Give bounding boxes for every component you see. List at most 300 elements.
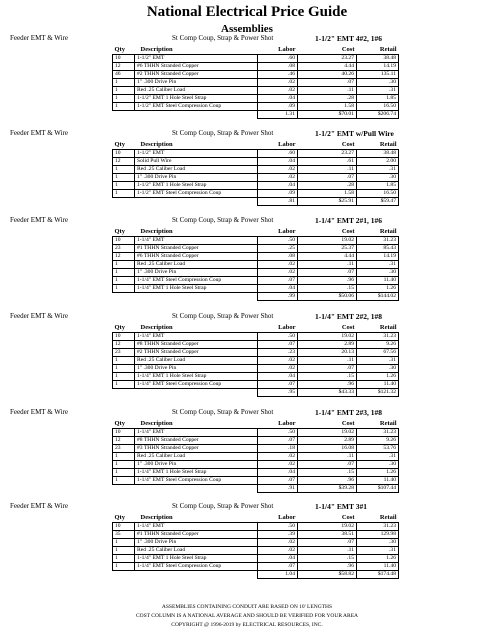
blank-cell xyxy=(135,485,258,493)
cell-qty: 12 xyxy=(113,158,135,166)
table-row xyxy=(113,237,399,245)
table-header-row xyxy=(113,419,399,429)
cell-labor: .60 xyxy=(258,150,298,158)
cell-labor: .39 xyxy=(258,531,298,539)
table-row xyxy=(113,71,399,79)
table-row xyxy=(113,381,399,389)
cell-qty: 1 xyxy=(113,477,135,485)
cell-qty: 1 xyxy=(113,539,135,547)
cell-cost: .07 xyxy=(298,79,357,87)
cell-qty: 1 xyxy=(113,365,135,373)
page-subtitle: Assemblies xyxy=(221,23,273,35)
cell-cost: .11 xyxy=(298,357,357,365)
cell-cost: .11 xyxy=(298,166,357,174)
cell-cost: .07 xyxy=(298,461,357,469)
section-header xyxy=(10,216,484,226)
cell-description: 1-1/2" EMT Steel Compression Coup xyxy=(135,103,258,111)
table-row xyxy=(113,523,399,531)
cell-qty: 23 xyxy=(113,245,135,253)
cell-cost: .15 xyxy=(298,469,357,477)
cell-labor: .08 xyxy=(258,63,298,71)
cell-labor: .02 xyxy=(258,87,298,95)
cell-description: 1-1/2" EMT 1 Hole Steel Strap xyxy=(135,182,258,190)
total-cost: $58.82 xyxy=(298,571,357,579)
cell-retail: .31 xyxy=(357,547,399,555)
cell-description: 1-1/2" EMT xyxy=(135,150,258,158)
cell-cost: .11 xyxy=(298,547,357,555)
cell-description: #1 THHN Stranded Copper xyxy=(135,245,258,253)
cell-description: #8 THHN Stranded Copper xyxy=(135,341,258,349)
section-name: 1-1/2" EMT w/Pull Wire xyxy=(315,129,394,138)
cell-retail: 16.50 xyxy=(357,103,399,111)
table-row xyxy=(113,87,399,95)
cell-cost: .96 xyxy=(298,563,357,571)
cell-cost: .28 xyxy=(298,95,357,103)
section-descriptor: St Comp Coup, Strap & Power Shot xyxy=(172,34,274,42)
cell-retail: .31 xyxy=(357,166,399,174)
table-header-row xyxy=(113,227,399,237)
cell-labor: .02 xyxy=(258,461,298,469)
cell-description: #8 THHN Stranded Copper xyxy=(135,437,258,445)
table-row xyxy=(113,95,399,103)
cell-labor: .50 xyxy=(258,429,298,437)
cell-labor: .07 xyxy=(258,277,298,285)
column-header-description: Description xyxy=(140,420,173,427)
total-cost: $50.06 xyxy=(298,293,357,301)
section-header xyxy=(10,408,484,418)
table-row xyxy=(113,539,399,547)
cell-retail: 11.40 xyxy=(357,563,399,571)
column-header-qty: Qty xyxy=(114,141,125,148)
cell-cost: .61 xyxy=(298,158,357,166)
blank-cell xyxy=(135,389,258,397)
column-header-qty: Qty xyxy=(114,228,125,235)
cell-labor: .02 xyxy=(258,261,298,269)
cell-retail: 9.26 xyxy=(357,341,399,349)
section-name: 1-1/4" EMT 2#3, 1#8 xyxy=(315,408,382,417)
table-row xyxy=(113,531,399,539)
section-category: Feeder EMT & Wire xyxy=(10,502,68,510)
cell-qty: 1 xyxy=(113,103,135,111)
cell-description: 1-1/4" EMT xyxy=(135,523,258,531)
total-retail: $206.74 xyxy=(357,111,399,119)
section-header xyxy=(10,34,484,44)
table-row xyxy=(113,182,399,190)
column-header-labor: Labor xyxy=(278,420,296,427)
cell-retail: .31 xyxy=(357,261,399,269)
column-header-retail: Retail xyxy=(379,46,397,53)
cell-cost: 20.13 xyxy=(298,349,357,357)
cell-cost: .96 xyxy=(298,477,357,485)
section-category: Feeder EMT & Wire xyxy=(10,129,68,137)
cell-cost: .15 xyxy=(298,373,357,381)
cell-qty: 1 xyxy=(113,166,135,174)
table-row xyxy=(113,341,399,349)
cell-retail: .30 xyxy=(357,174,399,182)
cell-cost: 23.27 xyxy=(298,150,357,158)
total-row xyxy=(113,485,399,493)
table-row xyxy=(113,150,399,158)
total-labor: .99 xyxy=(258,293,298,301)
section-descriptor: St Comp Coup, Strap & Power Shot xyxy=(172,408,274,416)
cell-cost: 1.58 xyxy=(298,190,357,198)
table-row xyxy=(113,469,399,477)
cell-qty: 1 xyxy=(113,469,135,477)
cell-labor: .08 xyxy=(258,253,298,261)
cell-qty: 10 xyxy=(113,429,135,437)
table-row xyxy=(113,277,399,285)
column-header-cost: Cost xyxy=(341,228,355,235)
cell-qty: 1 xyxy=(113,190,135,198)
table-row xyxy=(113,547,399,555)
cell-cost: 38.51 xyxy=(298,531,357,539)
cell-qty: 1 xyxy=(113,453,135,461)
cell-labor: .50 xyxy=(258,333,298,341)
cell-retail: 38.48 xyxy=(357,55,399,63)
cell-retail: 31.23 xyxy=(357,429,399,437)
assembly-table xyxy=(112,140,399,206)
cell-qty: 1 xyxy=(113,373,135,381)
table-row xyxy=(113,174,399,182)
cell-retail: 129.98 xyxy=(357,531,399,539)
cell-description: 1-1/4" EMT Steel Compression Coup xyxy=(135,277,258,285)
cell-labor: .04 xyxy=(258,95,298,103)
cell-labor: .02 xyxy=(258,453,298,461)
cell-retail: 1.26 xyxy=(357,555,399,563)
cell-retail: 16.50 xyxy=(357,190,399,198)
table-row xyxy=(113,166,399,174)
cell-labor: .02 xyxy=(258,365,298,373)
table-row xyxy=(113,563,399,571)
cell-description: 1" .300 Drive Pin xyxy=(135,461,258,469)
column-header-cost: Cost xyxy=(341,141,355,148)
cell-qty: 1 xyxy=(113,79,135,87)
cell-cost: 2.89 xyxy=(298,341,357,349)
cell-description: Red .25 Caliber Load xyxy=(135,261,258,269)
cell-retail: .30 xyxy=(357,365,399,373)
section-descriptor: St Comp Coup, Strap & Power Shot xyxy=(172,129,274,137)
cell-description: 1-1/4" EMT 1 Hole Steel Strap xyxy=(135,469,258,477)
column-header-cost: Cost xyxy=(341,324,355,331)
table-row xyxy=(113,461,399,469)
total-row xyxy=(113,571,399,579)
table-row xyxy=(113,333,399,341)
cell-labor: .02 xyxy=(258,79,298,87)
cell-cost: 1.58 xyxy=(298,103,357,111)
blank-cell xyxy=(113,485,135,493)
cell-description: #1 THHN Stranded Copper xyxy=(135,531,258,539)
table-row xyxy=(113,453,399,461)
footer-copyright: COPYRIGHT @ 1996-2019 by ELECTRICAL RESOURCES, INC. xyxy=(171,622,323,628)
cell-retail: .31 xyxy=(357,87,399,95)
cell-description: 1-1/4" EMT Steel Compression Coup xyxy=(135,381,258,389)
cell-retail: .30 xyxy=(357,269,399,277)
cell-qty: 10 xyxy=(113,523,135,531)
cell-labor: .02 xyxy=(258,269,298,277)
table-header-row xyxy=(113,45,399,55)
cell-labor: .02 xyxy=(258,166,298,174)
table-row xyxy=(113,477,399,485)
cell-retail: 53.76 xyxy=(357,445,399,453)
column-header-retail: Retail xyxy=(379,141,397,148)
table-row xyxy=(113,365,399,373)
cell-retail: 1.85 xyxy=(357,95,399,103)
cell-labor: .02 xyxy=(258,357,298,365)
cell-retail: 9.26 xyxy=(357,437,399,445)
cell-qty: 1 xyxy=(113,87,135,95)
total-row xyxy=(113,111,399,119)
table-row xyxy=(113,261,399,269)
column-header-qty: Qty xyxy=(114,420,125,427)
blank-cell xyxy=(113,111,135,119)
table-row xyxy=(113,190,399,198)
cell-qty: 1 xyxy=(113,269,135,277)
total-labor: 1.31 xyxy=(258,111,298,119)
assembly-table xyxy=(112,227,399,301)
cell-qty: 12 xyxy=(113,63,135,71)
cell-cost: .11 xyxy=(298,453,357,461)
cell-qty: 1 xyxy=(113,563,135,571)
cell-retail: .31 xyxy=(357,453,399,461)
cell-cost: .07 xyxy=(298,174,357,182)
column-header-retail: Retail xyxy=(379,514,397,521)
total-labor: 1.04 xyxy=(258,571,298,579)
section-header xyxy=(10,312,484,322)
cell-description: Red .25 Caliber Load xyxy=(135,87,258,95)
blank-cell xyxy=(113,198,135,206)
cell-cost: 19.02 xyxy=(298,333,357,341)
cell-qty: 1 xyxy=(113,547,135,555)
cell-cost: .07 xyxy=(298,539,357,547)
footer-note-lengths: ASSEMBLIES CONTAINING CONDUIT ARE BASED ON 10' LENGTHS xyxy=(161,604,333,610)
section-descriptor: St Comp Coup, Strap & Power Shot xyxy=(172,216,274,224)
cell-retail: 1.85 xyxy=(357,182,399,190)
total-labor: .91 xyxy=(258,485,298,493)
cell-cost: 4.44 xyxy=(298,253,357,261)
total-retail: $174.48 xyxy=(357,571,399,579)
cell-retail: .30 xyxy=(357,79,399,87)
cell-labor: .04 xyxy=(258,158,298,166)
table-row xyxy=(113,445,399,453)
table-row xyxy=(113,429,399,437)
cell-cost: 23.27 xyxy=(298,55,357,63)
cell-qty: 12 xyxy=(113,437,135,445)
table-header-row xyxy=(113,513,399,523)
table-row xyxy=(113,63,399,71)
cell-description: 1" .300 Drive Pin xyxy=(135,365,258,373)
table-row xyxy=(113,158,399,166)
table-row xyxy=(113,285,399,293)
cell-retail: 11.40 xyxy=(357,381,399,389)
cell-labor: .46 xyxy=(258,71,298,79)
total-labor: .95 xyxy=(258,389,298,397)
cell-retail: 67.56 xyxy=(357,349,399,357)
cell-qty: 10 xyxy=(113,55,135,63)
cell-description: Red .25 Caliber Load xyxy=(135,453,258,461)
cell-cost: 19.02 xyxy=(298,523,357,531)
cell-qty: 1 xyxy=(113,277,135,285)
assembly-table xyxy=(112,323,399,397)
cell-cost: 40.26 xyxy=(298,71,357,79)
cell-retail: 38.48 xyxy=(357,150,399,158)
cell-qty: 10 xyxy=(113,237,135,245)
cell-retail: 11.40 xyxy=(357,477,399,485)
cell-qty: 10 xyxy=(113,150,135,158)
cell-cost: .07 xyxy=(298,365,357,373)
cell-description: 1-1/4" EMT 1 Hole Steel Strap xyxy=(135,373,258,381)
total-row xyxy=(113,198,399,206)
cell-retail: 14.19 xyxy=(357,253,399,261)
column-header-cost: Cost xyxy=(341,420,355,427)
cell-description: 1-1/4" EMT xyxy=(135,333,258,341)
blank-cell xyxy=(135,571,258,579)
cell-labor: .60 xyxy=(258,55,298,63)
cell-description: 1-1/4" EMT Steel Compression Coup xyxy=(135,477,258,485)
cell-retail: .30 xyxy=(357,539,399,547)
cell-qty: 35 xyxy=(113,531,135,539)
cell-qty: 1 xyxy=(113,357,135,365)
cell-labor: .02 xyxy=(258,539,298,547)
total-retail: $107.44 xyxy=(357,485,399,493)
cell-cost: .11 xyxy=(298,87,357,95)
cell-labor: .25 xyxy=(258,245,298,253)
section-name: 1-1/4" EMT 3#1 xyxy=(315,502,367,511)
cell-description: 1" .300 Drive Pin xyxy=(135,79,258,87)
column-header-labor: Labor xyxy=(278,324,296,331)
column-header-retail: Retail xyxy=(379,324,397,331)
cell-labor: .07 xyxy=(258,563,298,571)
blank-cell xyxy=(135,198,258,206)
total-retail: $59.47 xyxy=(357,198,399,206)
table-row xyxy=(113,253,399,261)
column-header-description: Description xyxy=(140,324,173,331)
blank-cell xyxy=(113,389,135,397)
cell-qty: 1 xyxy=(113,95,135,103)
section-category: Feeder EMT & Wire xyxy=(10,408,68,416)
cell-retail: 31.23 xyxy=(357,237,399,245)
cell-labor: .09 xyxy=(258,190,298,198)
cell-retail: 1.26 xyxy=(357,469,399,477)
cell-qty: 23 xyxy=(113,445,135,453)
cell-qty: 1 xyxy=(113,182,135,190)
cell-cost: .96 xyxy=(298,277,357,285)
column-header-cost: Cost xyxy=(341,514,355,521)
cell-labor: .02 xyxy=(258,174,298,182)
cell-cost: .96 xyxy=(298,381,357,389)
total-cost: $70.01 xyxy=(298,111,357,119)
cell-retail: 1.26 xyxy=(357,285,399,293)
cell-description: 1" .300 Drive Pin xyxy=(135,539,258,547)
column-header-qty: Qty xyxy=(114,324,125,331)
cell-qty: 1 xyxy=(113,261,135,269)
table-row xyxy=(113,269,399,277)
column-header-labor: Labor xyxy=(278,514,296,521)
cell-qty: 12 xyxy=(113,341,135,349)
cell-description: #6 THHN Stranded Copper xyxy=(135,63,258,71)
table-row xyxy=(113,437,399,445)
cell-qty: 1 xyxy=(113,381,135,389)
cell-cost: .07 xyxy=(298,269,357,277)
cell-qty: 1 xyxy=(113,285,135,293)
cell-labor: .04 xyxy=(258,373,298,381)
section-name: 1-1/4" EMT 2#2, 1#8 xyxy=(315,312,382,321)
cell-cost: 19.02 xyxy=(298,237,357,245)
cell-description: #3 THHN Stranded Copper xyxy=(135,445,258,453)
table-header-row xyxy=(113,323,399,333)
table-row xyxy=(113,55,399,63)
column-header-description: Description xyxy=(140,514,173,521)
table-row xyxy=(113,245,399,253)
cell-labor: .02 xyxy=(258,547,298,555)
cell-description: #2 THHN Stranded Copper xyxy=(135,71,258,79)
cell-description: Red .25 Caliber Load xyxy=(135,357,258,365)
cell-description: #2 THHN Stranded Copper xyxy=(135,349,258,357)
section-header xyxy=(10,502,484,512)
cell-labor: .07 xyxy=(258,477,298,485)
cell-retail: 85.43 xyxy=(357,245,399,253)
column-header-retail: Retail xyxy=(379,420,397,427)
cell-retail: 31.23 xyxy=(357,523,399,531)
section-name: 1-1/2" EMT 4#2, 1#6 xyxy=(315,34,382,43)
cell-labor: .18 xyxy=(258,445,298,453)
cell-description: 1-1/4" EMT Steel Compression Coup xyxy=(135,563,258,571)
blank-cell xyxy=(135,111,258,119)
cell-qty: 46 xyxy=(113,71,135,79)
total-cost: $43.33 xyxy=(298,389,357,397)
cell-cost: 25.37 xyxy=(298,245,357,253)
total-row xyxy=(113,389,399,397)
cell-description: 1" .300 Drive Pin xyxy=(135,269,258,277)
cell-description: Red .25 Caliber Load xyxy=(135,166,258,174)
cell-labor: .04 xyxy=(258,555,298,563)
column-header-retail: Retail xyxy=(379,228,397,235)
cell-labor: .04 xyxy=(258,182,298,190)
cell-cost: 4.44 xyxy=(298,63,357,71)
cell-cost: .15 xyxy=(298,555,357,563)
cell-retail: 1.26 xyxy=(357,373,399,381)
cell-labor: .09 xyxy=(258,103,298,111)
cell-cost: .15 xyxy=(298,285,357,293)
assembly-table xyxy=(112,513,399,579)
section-descriptor: St Comp Coup, Strap & Power Shot xyxy=(172,502,274,510)
cell-description: 1-1/4" EMT 1 Hole Steel Strap xyxy=(135,555,258,563)
cell-retail: 11.40 xyxy=(357,277,399,285)
cell-description: Solid Pull Wire xyxy=(135,158,258,166)
column-header-description: Description xyxy=(140,141,173,148)
cell-description: 1-1/2" EMT xyxy=(135,55,258,63)
table-row xyxy=(113,79,399,87)
cell-qty: 1 xyxy=(113,461,135,469)
cell-labor: .04 xyxy=(258,469,298,477)
cell-qty: 1 xyxy=(113,555,135,563)
cell-labor: .04 xyxy=(258,285,298,293)
column-header-labor: Labor xyxy=(278,46,296,53)
cell-retail: 135.11 xyxy=(357,71,399,79)
cell-cost: 2.89 xyxy=(298,437,357,445)
cell-cost: .11 xyxy=(298,261,357,269)
section-category: Feeder EMT & Wire xyxy=(10,312,68,320)
cell-description: 1-1/4" EMT xyxy=(135,429,258,437)
cell-retail: .31 xyxy=(357,357,399,365)
blank-cell xyxy=(135,293,258,301)
cell-description: 1-1/4" EMT xyxy=(135,237,258,245)
table-header-row xyxy=(113,140,399,150)
table-row xyxy=(113,103,399,111)
section-header xyxy=(10,129,484,139)
cell-description: 1-1/2" EMT 1 Hole Steel Strap xyxy=(135,95,258,103)
footer-note-cost: COST COLUMN IS A NATIONAL AVERAGE AND SHOULD BE VERIFIED FOR YOUR AREA xyxy=(135,613,359,619)
column-header-qty: Qty xyxy=(114,514,125,521)
